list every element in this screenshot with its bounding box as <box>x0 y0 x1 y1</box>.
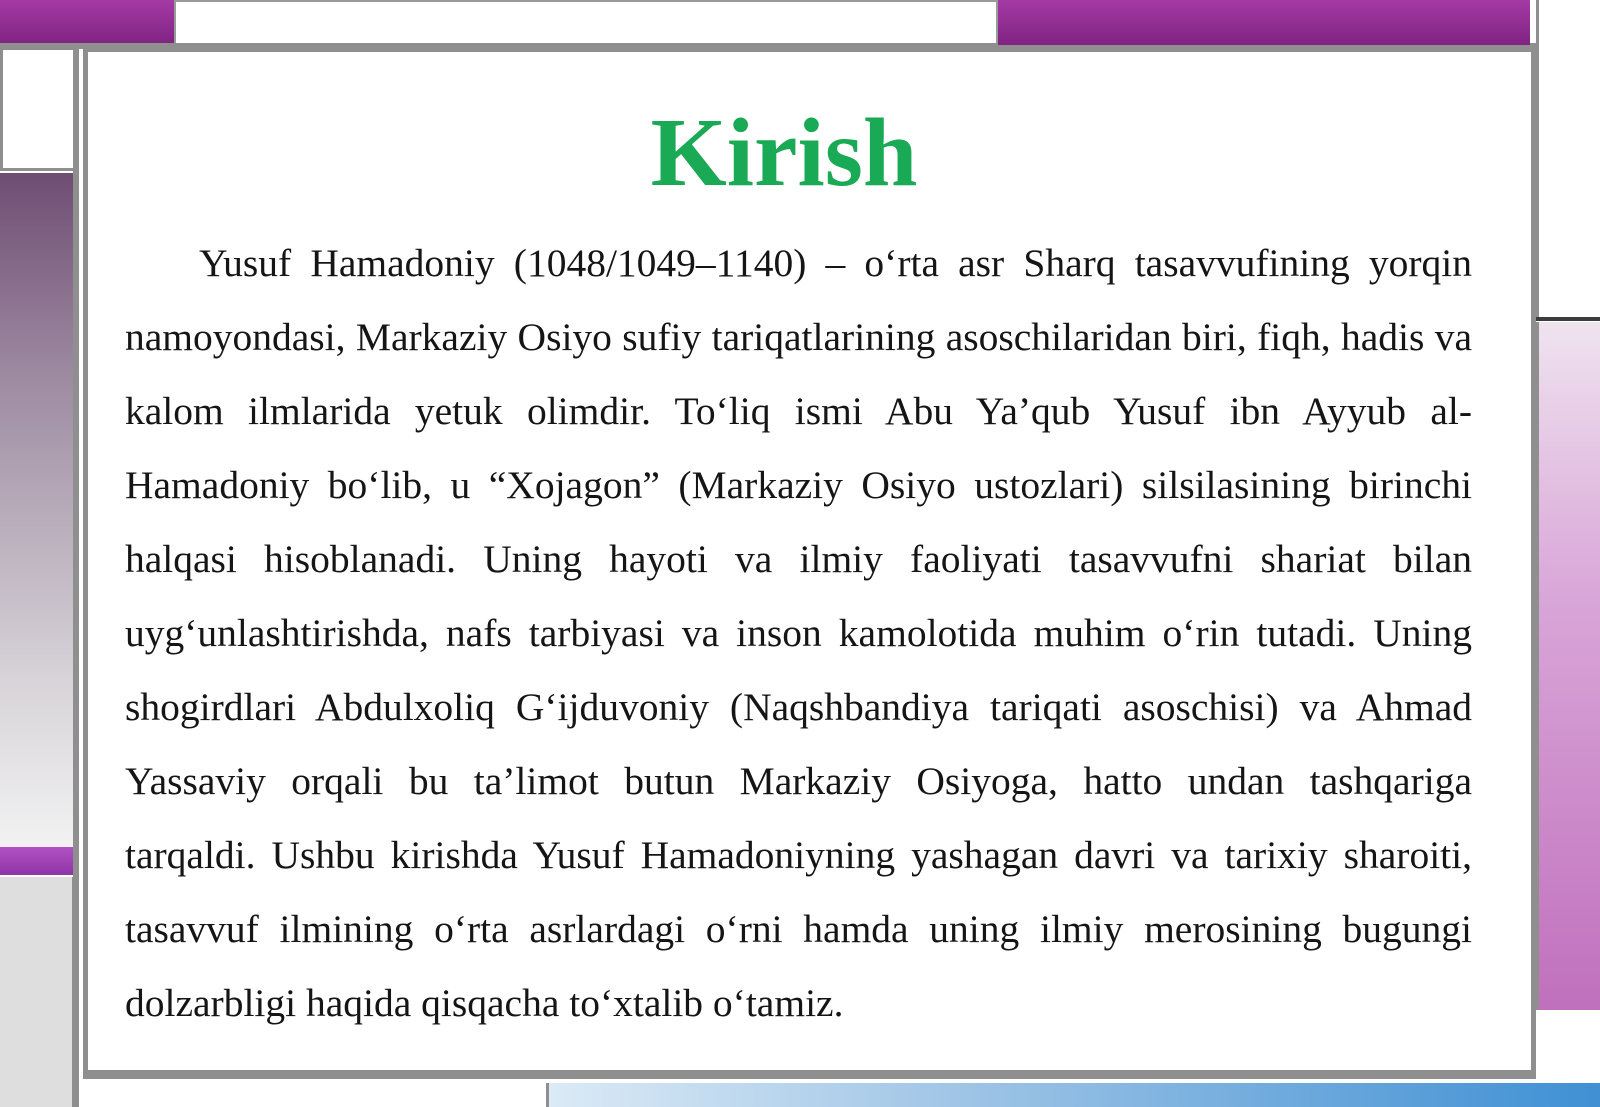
left-gradient-bar <box>0 173 77 847</box>
body-paragraph: Yusuf Hamadoniy (1048/1049–1140) – o‘rta asr Sharq tasavvufining yorqin namoyondasi, Markaziy Osiyo sufiy tariqatlarining asoschilaridan biri, fiqh, hadis va kalom ilmlarida yetuk olimdir. To‘liq ismi Abu Ya’qub Yusuf ibn Ayyub al-Hamadoniy bo‘lib, u “Xojagon” (Markaziy Osiyo ustozlari) silsilasining birinchi halqasi hisoblanadi. Uning hayoti va ilmiy faoliyati tasavvufni shariat bilan uyg‘unlashtirishda, nafs tarbiyasi va inson kamolotida muhim o‘rin tutadi. Uning shogirdlari Abdulxoliq G‘ijduvoniy (Naqshbandiya tariqati asoschisi) va Ahmad Yassaviy orqali bu ta’limot butun Markaziy Osiyoga, hatto undan tashqariga tarqaldi. Ushbu kirishda Yusuf Hamadoniyning yashagan davri va tarixiy sharoiti, tasavvuf ilmining o‘rta asrlardagi o‘rni hamda uning ilmiy merosining bugungi dolzarbligi haqida qisqacha to‘xtalib o‘tamiz. <box>125 241 1472 1025</box>
top-left-purple-bar <box>0 0 174 47</box>
left-bottom-gray-block <box>0 877 77 1107</box>
slide-title: Kirish <box>650 99 918 207</box>
bottom-blue-bar <box>546 1083 1600 1107</box>
top-white-strip <box>174 0 998 43</box>
left-purple-accent <box>0 847 77 875</box>
left-vertical-gray-line <box>73 47 79 1107</box>
right-dark-line <box>1536 317 1600 321</box>
right-white-block <box>1536 0 1600 320</box>
top-right-purple-bar <box>998 0 1530 47</box>
right-gradient-bar <box>1536 322 1600 1010</box>
left-white-block <box>0 47 77 171</box>
